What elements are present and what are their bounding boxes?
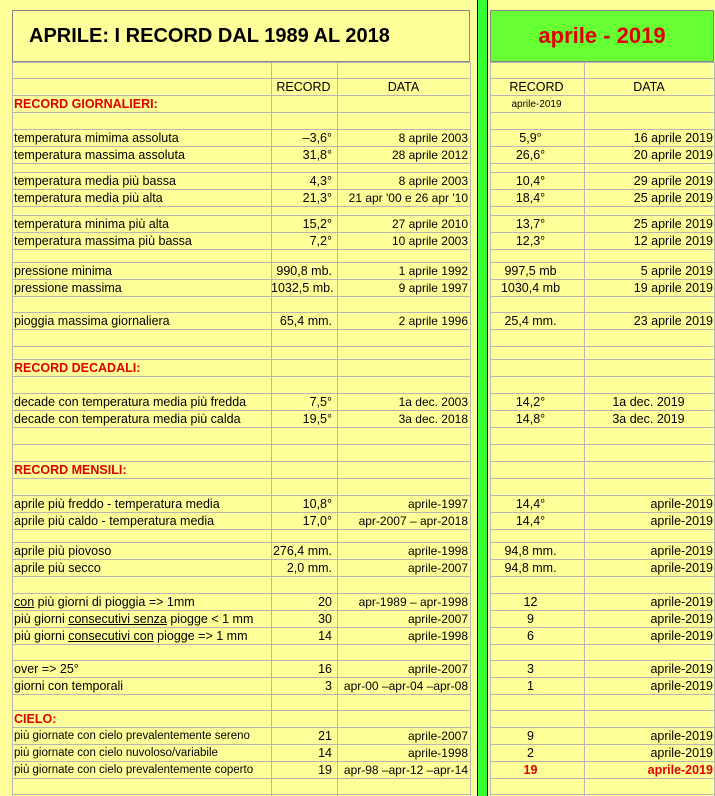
row-label-part: consecutivi con [68, 629, 154, 643]
column-header-record-2019: RECORD [509, 80, 564, 94]
left-title-box [12, 10, 470, 62]
row-2019-date: aprile-2019 [650, 595, 713, 609]
row-record-value: 31,8° [302, 148, 332, 162]
row-2019-date: 25 aprile 2019 [633, 217, 713, 231]
row-record-value: 4,3° [309, 174, 332, 188]
grid-line [12, 206, 470, 207]
row-2019-date: aprile-2019 [650, 544, 713, 558]
grid-line [490, 95, 714, 96]
row-record-value: 3 [325, 679, 332, 693]
section-sky: CIELO: [14, 712, 57, 726]
row-label: decade con temperatura media più calda [14, 412, 241, 426]
grid-line [12, 112, 470, 113]
row-2019-date: aprile-2019 [650, 729, 713, 743]
section-decadal-records: RECORD DECADALI: [14, 361, 141, 375]
row-record-date: aprile-1997 [407, 497, 468, 511]
grid-line [12, 778, 470, 779]
row-record-value: 21,3° [302, 191, 332, 205]
row-2019-value: 13,7° [515, 217, 546, 231]
grid-line [490, 346, 714, 347]
row-2019-date: 1a dec. 2019 [612, 395, 685, 409]
row-record-value: 2,0 mm. [286, 561, 332, 575]
row-2019-date: aprile-2019 [650, 746, 713, 760]
row-label: pioggia massima giornaliera [14, 314, 170, 328]
row-2019-value: 14,8° [515, 412, 546, 426]
left-title: APRILE: I RECORD DAL 1989 AL 2018 [29, 24, 390, 47]
row-2019-value: 2 [527, 746, 534, 760]
row-label: aprile più piovoso [14, 544, 112, 558]
row-2019-value: 14,4° [515, 497, 546, 511]
row-record-date: apr-00 –apr-04 –apr-08 [343, 679, 468, 693]
row-2019-value: 19 [523, 763, 538, 777]
row-2019-date: aprile-2019 [650, 629, 713, 643]
grid-line [12, 529, 470, 530]
row-2019-value: 6 [527, 629, 534, 643]
row-record-date: 8 aprile 2003 [398, 131, 468, 145]
row-label-part: più giorni di pioggia => 1mm [34, 595, 195, 609]
row-2019-value: 9 [527, 612, 534, 626]
grid-line [12, 478, 470, 479]
row-2019-date: 23 aprile 2019 [633, 314, 713, 328]
row-record-value: 16 [318, 662, 332, 676]
row-2019-date: aprile-2019 [650, 497, 713, 511]
row-record-date: aprile-2007 [407, 729, 468, 743]
row-record-value: 65,4 mm. [279, 314, 332, 328]
section-monthly-records: RECORD MENSILI: [14, 463, 127, 477]
row-label: over => 25° [14, 662, 79, 676]
row-label: temperatura massima più bassa [14, 234, 192, 248]
grid-line [490, 249, 714, 250]
row-label: giorni con temporali [14, 679, 124, 693]
row-2019-value: 5,9° [519, 131, 542, 145]
row-label [14, 611, 271, 627]
grid-line [490, 694, 714, 695]
column-header-date-2019: DATA [633, 80, 665, 94]
row-record-value: 20 [318, 595, 332, 609]
grid-line [490, 329, 714, 330]
row-record-value: 10,8° [302, 497, 332, 511]
row-label: aprile più caldo - temperatura media [14, 514, 215, 528]
row-2019-date: 5 aprile 2019 [640, 264, 713, 278]
row-2019-value: 25,4 mm. [504, 314, 557, 328]
row-record-date: 10 aprile 2003 [391, 234, 468, 248]
section-daily-records: RECORD GIORNALIERI: [14, 97, 158, 111]
grid-line [470, 62, 471, 796]
row-label: più giornate con cielo prevalentemente sereno [14, 730, 250, 742]
grid-line [490, 461, 714, 462]
row-label: pressione minima [14, 264, 112, 278]
grid-line [490, 296, 714, 297]
grid-line [490, 710, 714, 711]
row-record-date: 9 aprile 1997 [398, 281, 468, 295]
row-label: decade con temperatura media più fredda [14, 395, 247, 409]
green-separator [477, 0, 488, 796]
right-title: aprile - 2019 [538, 23, 666, 48]
row-record-value: 21 [318, 729, 332, 743]
row-record-date: 8 aprile 2003 [398, 174, 468, 188]
column-header-record: RECORD [276, 80, 331, 94]
row-label-part: consecutivi senza [68, 612, 167, 626]
grid-line [12, 163, 470, 164]
row-record-date: aprile-2007 [407, 561, 468, 575]
grid-line [490, 206, 714, 207]
row-label: pressione massima [14, 281, 122, 295]
grid-line [490, 794, 714, 795]
row-2019-value: 26,6° [515, 148, 546, 162]
row-label: temperatura massima assoluta [14, 148, 185, 162]
row-record-date: aprile-1998 [407, 746, 468, 760]
row-record-date: aprile-1998 [407, 544, 468, 558]
grid-line [12, 576, 470, 577]
row-2019-value: 10,4° [515, 174, 546, 188]
row-label-part: piogge => 1 mm [153, 629, 248, 643]
row-2019-value: 1 [527, 679, 534, 693]
row-2019-date: 19 aprile 2019 [633, 281, 713, 295]
grid-line [490, 444, 714, 445]
grid-line [490, 163, 714, 164]
row-2019-date: aprile-2019 [650, 612, 713, 626]
row-record-date: 27 aprile 2010 [391, 217, 468, 231]
row-2019-value: 9 [527, 729, 534, 743]
row-2019-date: aprile-2019 [650, 679, 713, 693]
row-record-value: 17,0° [302, 514, 332, 528]
grid-line [490, 478, 714, 479]
row-label: più giornate con cielo prevalentemente coperto [14, 764, 254, 776]
row-record-value: 1032,5 mb. [271, 281, 334, 295]
row-label [14, 594, 271, 610]
grid-line [12, 62, 13, 796]
row-2019-value: 12 [523, 595, 538, 609]
row-record-value: 276,4 mm. [272, 544, 332, 558]
row-record-value: 19,5° [302, 412, 332, 426]
grid-line [490, 376, 714, 377]
right-title-box [490, 10, 714, 62]
row-label-part: più giorni [14, 629, 69, 643]
grid-line [12, 444, 470, 445]
grid-line [490, 778, 714, 779]
row-2019-date: aprile-2019 [650, 561, 713, 575]
row-2019-value: 14,4° [515, 514, 546, 528]
row-label: aprile più secco [14, 561, 101, 575]
row-record-date: aprile-2007 [407, 662, 468, 676]
row-label-part: con [14, 595, 35, 609]
row-record-date: 21 apr '00 e 26 apr '10 [348, 191, 468, 205]
row-label: aprile più freddo - temperatura media [14, 497, 220, 511]
grid-line [12, 296, 470, 297]
row-record-date: 1a dec. 2003 [398, 395, 468, 409]
grid-line [490, 427, 714, 428]
grid-line [490, 359, 714, 360]
row-label: temperatura media più alta [14, 191, 163, 205]
grid-line [490, 576, 714, 577]
row-record-date: apr-1989 – apr-1998 [358, 595, 468, 609]
row-2019-value: 94,8 mm. [504, 544, 557, 558]
grid-line [12, 644, 470, 645]
grid-line [12, 794, 470, 795]
row-2019-value: 3 [527, 662, 534, 676]
row-record-date: 2 aprile 1996 [398, 314, 468, 328]
row-record-value: 990,8 mb. [276, 264, 332, 278]
row-2019-date: 12 aprile 2019 [633, 234, 713, 248]
row-record-value: 7,5° [309, 395, 332, 409]
row-2019-date: 16 aprile 2019 [633, 131, 713, 145]
row-record-date: 1 aprile 1992 [398, 264, 468, 278]
row-record-value: 30 [318, 612, 332, 626]
row-record-value: 14 [318, 746, 332, 760]
row-2019-value: 997,5 mb [504, 264, 557, 278]
row-label [14, 628, 271, 644]
subheader-month: aprile-2019 [511, 99, 562, 110]
row-label-part: più giorni [14, 612, 69, 626]
row-record-date: aprile-1998 [407, 629, 468, 643]
row-label: temperatura media più bassa [14, 174, 176, 188]
row-label-part: piogge < 1 mm [166, 612, 254, 626]
grid-line [490, 62, 714, 63]
row-2019-value: 94,8 mm. [504, 561, 557, 575]
grid-line [12, 249, 470, 250]
row-2019-value: 18,4° [515, 191, 546, 205]
row-2019-value: 14,2° [515, 395, 546, 409]
grid-line [12, 427, 470, 428]
row-record-date: 28 aprile 2012 [391, 148, 468, 162]
row-2019-date: aprile-2019 [650, 662, 713, 676]
column-header-date: DATA [387, 80, 420, 94]
row-record-date: apr-98 –apr-12 –apr-14 [343, 763, 468, 777]
row-record-date: aprile-2007 [407, 612, 468, 626]
row-record-date: 3a dec. 2018 [398, 412, 468, 426]
row-2019-date: 3a dec. 2019 [612, 412, 685, 426]
grid-line [12, 376, 470, 377]
row-record-value: 7,2° [309, 234, 332, 248]
row-2019-date: aprile-2019 [647, 763, 713, 777]
row-record-date: apr-2007 – apr-2018 [358, 514, 468, 528]
row-record-value: 14 [318, 629, 332, 643]
grid-line [490, 644, 714, 645]
row-2019-date: 20 aprile 2019 [633, 148, 713, 162]
row-2019-date: 25 aprile 2019 [633, 191, 713, 205]
row-label: più giornate con cielo nuvoloso/variabile [14, 747, 218, 759]
row-label: temperatura minima più alta [14, 217, 169, 231]
row-record-value: 15,2° [302, 217, 332, 231]
row-label: temperatura mimima assoluta [14, 131, 179, 145]
row-record-value: 19 [318, 763, 332, 777]
grid-line [12, 329, 470, 330]
row-2019-value: 12,3° [515, 234, 546, 248]
row-record-value: –3,6° [302, 131, 332, 145]
row-2019-date: 29 aprile 2019 [633, 174, 713, 188]
row-2019-date: aprile-2019 [650, 514, 713, 528]
grid-line [490, 529, 714, 530]
grid-line [12, 694, 470, 695]
row-2019-value: 1030,4 mb [500, 281, 561, 295]
grid-line [12, 62, 470, 63]
grid-line [12, 346, 470, 347]
